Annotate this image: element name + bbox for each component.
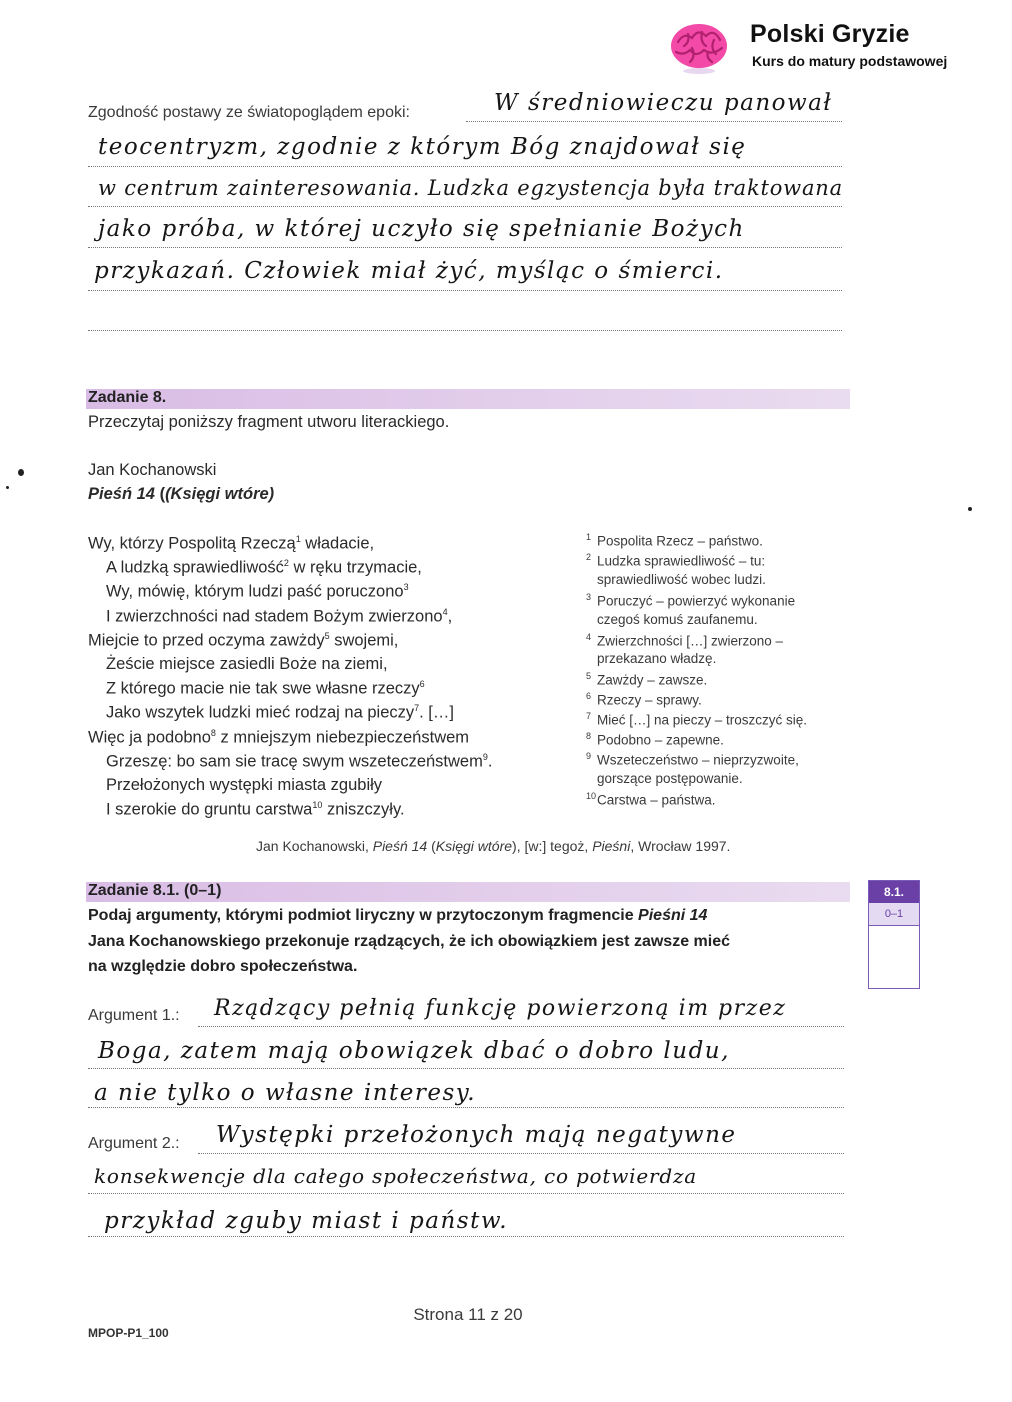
footnote-ref: 8 <box>210 727 216 738</box>
footnote-item: czegoś komuś zaufanemu. <box>597 611 758 627</box>
score-box <box>868 880 920 989</box>
task-question: Podaj argumenty, którymi podmiot liryczny w przytoczonym fragmencie Pieśni 14 <box>88 907 708 924</box>
score-task-number: 8.1. <box>869 881 919 903</box>
footnote-item: przekazano władzę. <box>597 651 717 667</box>
poem-line: Przełożonych występki miasta zgubiły <box>106 776 383 794</box>
answer-line <box>88 290 842 291</box>
page-number: Strona 11 z 20 <box>413 1305 523 1324</box>
poem-line: Żeście miejsce zasiedli Boże na ziemi, <box>106 655 388 673</box>
answer-line <box>88 1107 844 1108</box>
handwritten-argument-line: konsekwencje dla całego społeczeństwa, co potwierdza <box>94 1164 698 1188</box>
poem-line: Jako wszytek ludzki mieć rodzaj na pieczy$^7$. […] <box>106 703 454 722</box>
footnote-ref: 7 <box>414 703 420 714</box>
footnote-item: $^7$ Mieć […] na pieczy – troszczyć się. <box>586 711 808 728</box>
task-instruction: Przeczytaj poniższy fragment utworu literackiego. <box>88 413 450 431</box>
answer-line <box>198 1153 844 1154</box>
poem-source: Jan Kochanowski, Pieśń 14 (Księgi wtóre), [w:] tegoż, Pieśni, Wrocław 1997. <box>256 838 731 854</box>
task-header-bar <box>86 389 850 409</box>
task-question: na względzie dobro społeczeństwa. <box>88 958 358 975</box>
poem-line: Grzeszę: bo sam sie tracę swym wszeteczeństwem$^9$. <box>106 751 493 771</box>
handwritten-answer-line: w centrum zainteresowania. Ludzka egzystencja była traktowana <box>98 176 843 200</box>
poem-line: Więc ja podobno$^8$ z mniejszym niebezpieczeństwem <box>88 727 470 747</box>
poem-line: Wy, mówię, którym ludzi paść poruczono$^3$ <box>106 582 409 601</box>
answer-line <box>88 1193 844 1194</box>
handwritten-argument-line: Boga, zatem mają obowiązek dbać o dobro ludu, <box>98 1038 730 1064</box>
footnote-item: sprawiedliwość wobec ludzi. <box>597 571 766 587</box>
poem-title: Pieśń 14 ((Księgi wtóre) <box>88 485 275 503</box>
brand-subtitle: Kurs do matury podstawowej <box>752 53 948 69</box>
footnote-item: $^3$ Poruczyć – powierzyć wykonanie <box>586 591 796 609</box>
poem-line: I zwierzchności nad stadem Bożym zwierzono$^4$, <box>106 606 453 626</box>
poem-line: A ludzką sprawiedliwość$^2$ w ręku trzymacie, <box>106 558 422 577</box>
score-points: 0–1 <box>869 903 919 926</box>
task-question: Jana Kochanowskiego przekonuje rządzących, że ich obowiązkiem jest zawsze mieć <box>88 933 730 950</box>
answer-line <box>88 330 842 331</box>
handwritten-argument-line: Rządzący pełnią funkcję powierzoną im przez <box>214 996 787 1021</box>
poem-subtitle: (Księgi wtóre) <box>165 485 275 503</box>
poem-author: Jan Kochanowski <box>88 461 217 479</box>
footnote-item: $^4$ Zwierzchności […] zwierzono – <box>586 631 784 648</box>
task-title: Zadanie 8. <box>88 389 167 406</box>
footnote-ref: 4 <box>442 606 448 617</box>
footnote-item: $^8$ Podobno – zapewne. <box>586 731 724 748</box>
poem-line: Miejcie to przed oczyma zawżdy$^5$ swojemi, <box>88 630 399 650</box>
footnote-ref: 2 <box>283 558 289 569</box>
footnote-item: $^{10}$Carstwa – państwa. <box>586 790 716 808</box>
handwritten-argument-line: a nie tylko o własne interesy. <box>94 1080 477 1106</box>
answer-line <box>88 166 842 167</box>
score-field[interactable] <box>869 926 919 988</box>
footnote-ref: 3 <box>403 582 409 593</box>
footnote-item: $^6$ Rzeczy – sprawy. <box>586 691 702 708</box>
footnote-ref: 6 <box>419 679 425 690</box>
exam-code: MPOP-P1_100 <box>88 1326 169 1340</box>
footnote-item: $^1$ Pospolita Rzecz – państwo. <box>586 532 763 549</box>
handwritten-answer-line: W średniowieczu panował <box>494 90 833 116</box>
footnote-item: $^2$ Ludzka sprawiedliwość – tu: <box>586 551 766 569</box>
footnote-ref: 10 <box>312 800 323 811</box>
ink-speck <box>18 469 24 476</box>
task-title: Zadanie 8.1. (0–1) <box>88 882 222 899</box>
footnote-ref: 5 <box>324 630 330 641</box>
footnote-ref: 1 <box>295 534 301 544</box>
ink-speck <box>968 507 972 511</box>
argument-2-label: Argument 2.: <box>88 1135 180 1152</box>
footnote-item: $^9$ Wszeteczeństwo – nieprzyzwoite, <box>586 750 799 768</box>
poem-line: Wy, którzy Pospolitą Rzeczą$^1$ władacie, <box>88 534 375 553</box>
handwritten-answer-line: teocentryzm, zgodnie z którym Bóg znajdował się <box>98 134 747 160</box>
brand-title: Polski Gryzie <box>750 20 910 48</box>
worldview-label: Zgodność postawy ze światopoglądem epoki: <box>88 104 410 121</box>
answer-line <box>88 1236 844 1237</box>
handwritten-argument-line: Występki przełożonych mają negatywne <box>216 1122 737 1148</box>
poem-line: Z którego macie nie tak swe własne rzeczy$^6$ <box>106 679 425 698</box>
brain-logo-icon <box>668 20 730 76</box>
handwritten-answer-line: przykazań. Człowiek miał żyć, myśląc o śmierci. <box>94 258 724 284</box>
footnote-item: $^5$ Zawżdy – zawsze. <box>586 671 708 688</box>
handwritten-argument-line: przykład zguby miast i państw. <box>104 1208 509 1234</box>
answer-line <box>466 121 842 122</box>
footnote-item: gorszące postępowanie. <box>597 770 743 786</box>
answer-line <box>88 247 842 248</box>
answer-line <box>88 206 842 207</box>
footnote-ref: 9 <box>482 751 488 762</box>
argument-1-label: Argument 1.: <box>88 1007 180 1024</box>
answer-line <box>198 1026 844 1027</box>
handwritten-answer-line: jako próba, w której uczyło się spełnianie Bożych <box>98 216 745 242</box>
poem-line: I szerokie do gruntu carstwa$^{10}$ zniszczyły. <box>106 800 405 819</box>
ink-speck <box>6 486 9 489</box>
answer-line <box>88 1068 844 1069</box>
